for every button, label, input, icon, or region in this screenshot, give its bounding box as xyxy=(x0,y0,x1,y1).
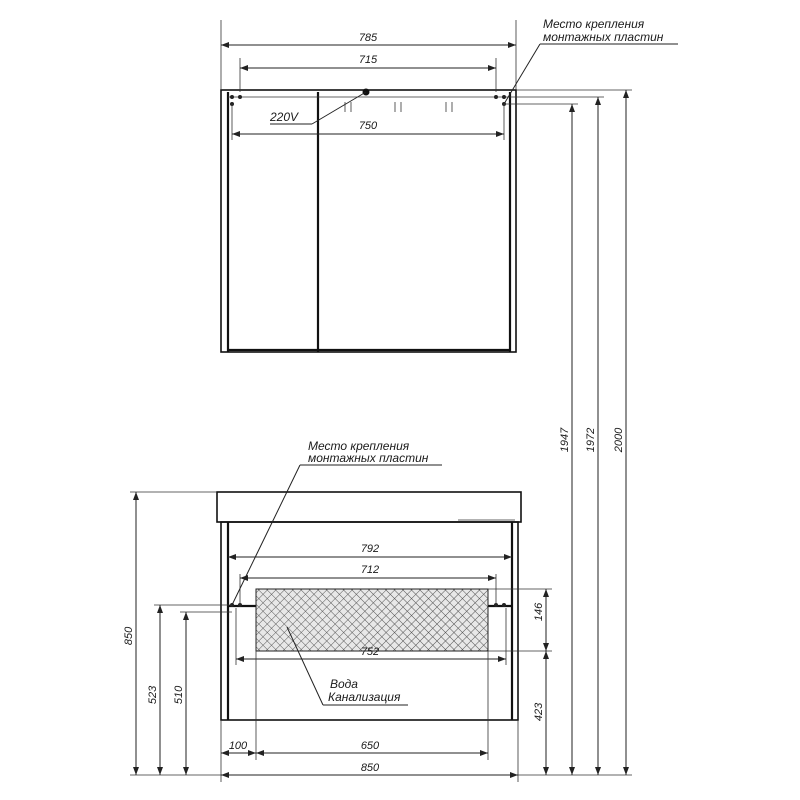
dim-423-label: 423 xyxy=(533,702,545,722)
dim-850-height xyxy=(123,492,139,775)
utility-label-sewage: Канализация xyxy=(328,690,401,704)
dim-1972-label: 1972 xyxy=(585,427,597,453)
cabinet-mount-callout xyxy=(504,17,678,104)
vanity-unit xyxy=(217,492,521,720)
dim-1947-label: 1947 xyxy=(559,427,571,453)
dim-vanity-792 xyxy=(228,543,512,560)
dim-715-label: 715 xyxy=(358,54,378,66)
dim-523-label: 523 xyxy=(147,685,159,705)
dim-650 xyxy=(256,740,488,756)
vanity-countertop xyxy=(217,492,521,522)
dim-vanity-423 xyxy=(533,651,549,775)
dim-523 xyxy=(147,605,163,775)
dim-510-label: 510 xyxy=(173,685,185,705)
vanity-mount-label-line2: монтажных пластин xyxy=(308,451,429,465)
dim-750-label: 750 xyxy=(358,120,378,132)
dim-752-label: 752 xyxy=(360,646,380,658)
dim-785-label: 785 xyxy=(358,32,378,44)
dim-100 xyxy=(221,740,256,756)
dim-850-width xyxy=(221,762,518,778)
dim-1972 xyxy=(585,97,601,775)
dim-cabinet-inner-width xyxy=(240,54,496,92)
dim-1947 xyxy=(559,104,575,775)
dim-792-label: 792 xyxy=(360,543,380,555)
dim-2000-label: 2000 xyxy=(613,427,625,453)
cabinet-mount-label-line2: монтажных пластин xyxy=(543,30,664,44)
dim-100-label: 100 xyxy=(228,740,248,752)
voltage-label: 220V xyxy=(270,110,299,124)
vanity-mount-label-line1: Место крепления xyxy=(308,439,410,453)
dim-650-label: 650 xyxy=(360,740,380,752)
utility-zone-mesh xyxy=(256,589,488,651)
dim-vanity-146 xyxy=(488,589,552,651)
dim-left-lines xyxy=(130,492,232,775)
dim-146-label: 146 xyxy=(533,602,545,622)
dim-2000 xyxy=(613,90,629,775)
utility-label-water: Вода xyxy=(330,677,358,691)
dim-712-label: 712 xyxy=(360,564,380,576)
dim-850-height-label: 850 xyxy=(123,626,135,646)
hinge-marks xyxy=(345,102,452,112)
dim-510 xyxy=(173,612,189,775)
dim-850-width-label: 850 xyxy=(360,762,380,774)
cabinet-mount-label-line1: Место крепления xyxy=(543,17,645,31)
